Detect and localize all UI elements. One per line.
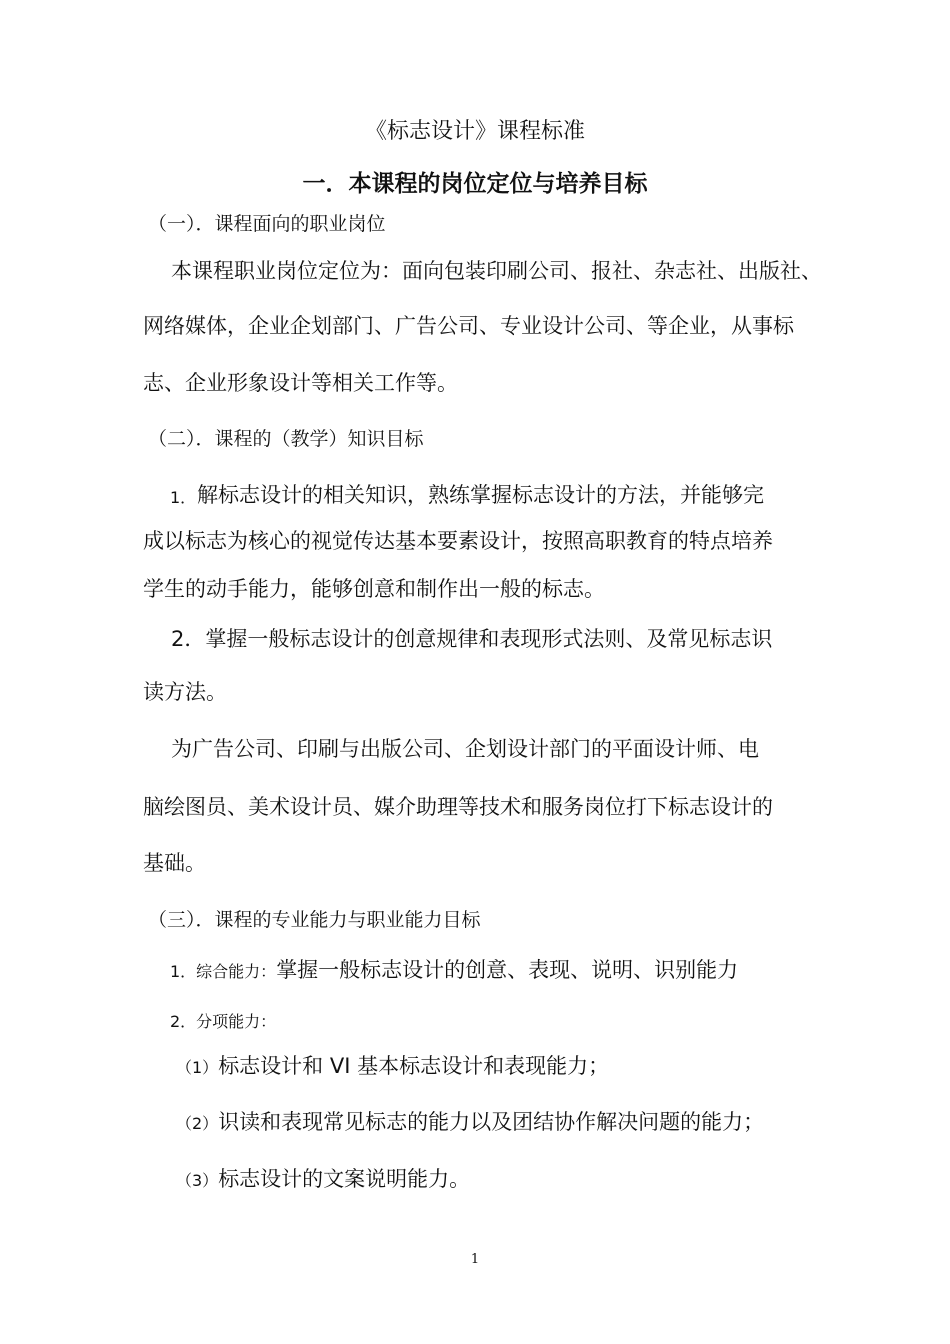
section-2-item-1-line-3: 学生的动手能力，能够创意和制作出一般的标志。 — [143, 577, 605, 601]
section-1-heading: （一）．课程面向的职业岗位 — [148, 213, 386, 235]
document-title: 《标志设计》课程标准 — [364, 119, 585, 144]
section-3-sub-item-1-number: （1） — [176, 1058, 219, 1077]
section-2-para-line-2: 脑绘图员、美术设计员、媒介助理等技术和服务岗位打下标志设计的 — [143, 795, 773, 819]
section-3-sub-item-2-number: （2） — [176, 1114, 219, 1133]
section-3-item-1-prefix: 1．综合能力： — [170, 962, 277, 981]
section-3-heading: （三）．课程的专业能力与职业能力目标 — [148, 909, 481, 931]
section-2-item-2-line-1: 2．掌握一般标志设计的创意规律和表现形式法则、及常见标志识 — [171, 627, 773, 651]
section-2-item-1-number: 1． — [170, 488, 197, 507]
section-heading-main: 一．本课程的岗位定位与培养目标 — [302, 171, 648, 197]
section-1-para-line-2: 网络媒体，企业企划部门、广告公司、专业设计公司、等企业，从事标 — [143, 314, 794, 338]
section-3-sub-item-2-text: 识读和表现常见标志的能力以及团结协作解决问题的能力； — [218, 1110, 765, 1134]
section-2-heading: （二）．课程的（教学）知识目标 — [148, 428, 424, 450]
section-3-sub-item-1-text: 标志设计和 VI 基本标志设计和表现能力； — [218, 1054, 610, 1078]
page-number: 1 — [470, 1252, 480, 1267]
section-3-item-1-text: 掌握一般标志设计的创意、表现、说明、识别能力 — [276, 958, 739, 982]
section-3-sub-item-2 — [176, 1112, 764, 1133]
section-3-sub-item-3-number: （3） — [176, 1171, 219, 1190]
section-3-item-1 — [170, 960, 738, 981]
section-2-item-2-line-2: 读方法。 — [143, 680, 227, 704]
section-3-item-2-prefix: 2．分项能力： — [170, 1012, 277, 1031]
section-2-para-line-1: 为广告公司、印刷与出版公司、企划设计部门的平面设计师、电 — [171, 737, 759, 761]
section-2-item-1-line-2: 成以标志为核心的视觉传达基本要素设计，按照高职教育的特点培养 — [143, 529, 773, 553]
section-2-item-1-line-1: 解标志设计的相关知识，熟练掌握标志设计的方法，并能够完 — [197, 483, 764, 507]
section-1-para-line-3: 志、企业形象设计等相关工作等。 — [143, 371, 458, 395]
section-2-para-line-3: 基础。 — [143, 851, 206, 875]
section-3-sub-item-1 — [176, 1056, 609, 1077]
section-3-sub-item-3 — [176, 1169, 470, 1190]
section-3-sub-item-3-text: 标志设计的文案说明能力。 — [218, 1167, 471, 1191]
section-1-para-line-1: 本课程职业岗位定位为：面向包装印刷公司、报社、杂志社、出版社、 — [171, 259, 822, 283]
